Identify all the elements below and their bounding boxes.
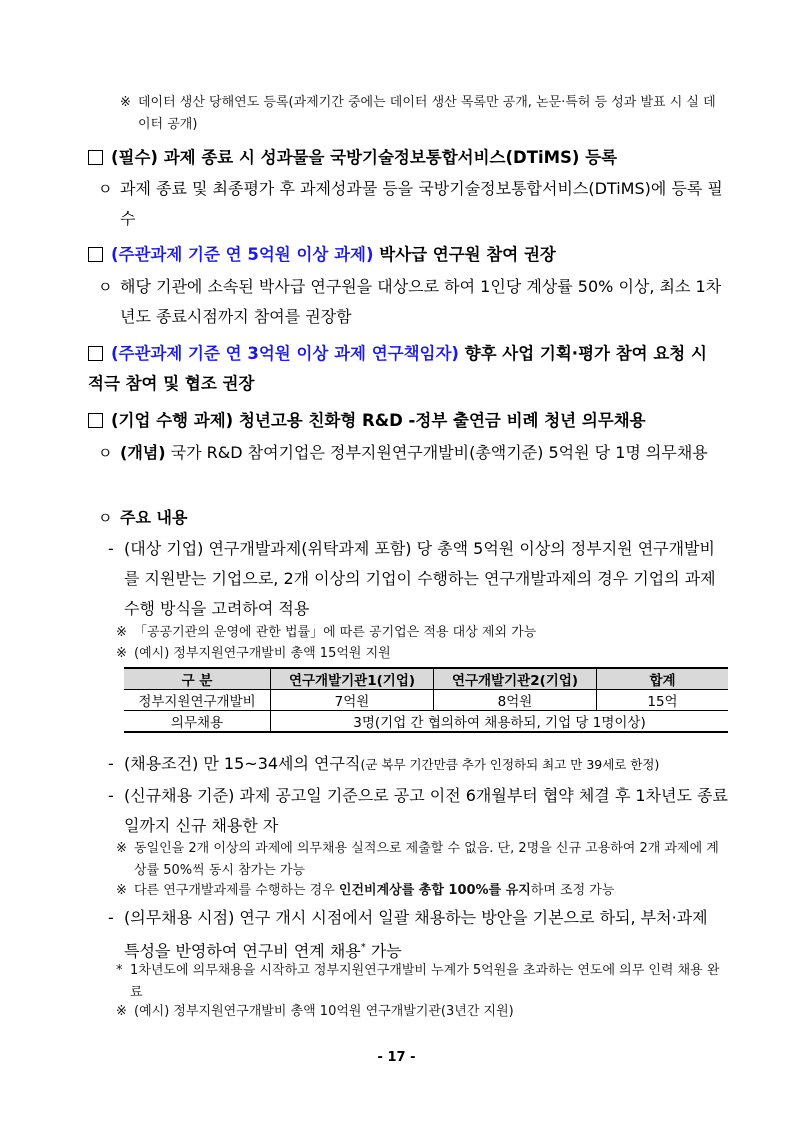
table-cell: 7억원	[271, 690, 434, 711]
circle-bullet-icon: ㅇ	[98, 180, 113, 198]
table-cell: 8억원	[434, 690, 597, 711]
section-heading-pi	[88, 339, 728, 399]
table-cell: 15억	[597, 690, 729, 711]
bullet-text: 과제 종료 및 최종평가 후 과제성과물 등을 국방기술정보통합서비스(DTiMS)에 등록 필수	[120, 179, 723, 228]
circle-bullet-icon: ㅇ	[98, 444, 113, 462]
section-heading-youth-employment	[88, 406, 728, 436]
concept-label: (개념)	[120, 443, 166, 462]
checkbox-square-icon	[88, 413, 103, 428]
ref-mark: ※	[116, 646, 127, 661]
heading-blue-text: (주관과제 기준 연 3억원 이상 과제 연구책임자)	[111, 344, 459, 363]
table-cell: 3명(기업 간 협의하여 채용하되, 기업 당 1명이상)	[271, 711, 729, 733]
circle-bullet-icon: ㅇ	[98, 509, 113, 527]
item-text: (대상 기업) 연구개발과제(위탁과제 포함) 당 총액 5억원 이상의 정부지원 연구개발비를 지원받는 기업으로, 2개 이상의 기업이 수행하는 연구개발과제의 경우 기업의 과제수행 방식을 고려하여 적용	[124, 539, 716, 618]
table-header-cell: 합계	[597, 668, 729, 690]
item-hiring-timing	[108, 903, 728, 966]
dash-mark: -	[108, 786, 114, 805]
item-text: 가능	[365, 941, 402, 961]
item-text: (의무채용 시점) 연구 개시 시점에서 일괄 채용하는 방안을 기본으로 하되, 부처·과제 특성을 반영하여 연구비 연계 채용	[124, 908, 708, 961]
heading-text: 박사급 연구원 참여 권장	[373, 245, 556, 264]
item-target-company	[108, 534, 728, 624]
ref-mark: ※	[120, 95, 131, 110]
note-text: 데이터 생산 당해연도 등록(과제기간 중에는 데이터 생산 목록만 공개, 논문·특허 등 성과 발표 시 실 데이터 공개)	[138, 95, 716, 132]
table-header-row	[124, 668, 728, 690]
table-cell: 의무채용	[124, 711, 271, 733]
section-heading-phd	[88, 240, 728, 270]
heading-text: (기업 수행 과제) 청년고용 친화형 R&D -정부 출연금 비례 청년 의무채용	[111, 411, 646, 430]
section-heading-dtims	[88, 143, 728, 173]
item-text: (채용조건) 만 15~34세의 연구직	[124, 754, 361, 773]
table-header-cell: 구 분	[124, 668, 271, 690]
note-example-15	[116, 643, 728, 665]
table-header-cell: 연구개발기관2(기업)	[434, 668, 597, 690]
dash-mark: -	[108, 754, 114, 773]
note-bold-text: 인건비계상를 총합 100%를 유지	[338, 883, 531, 898]
table-row	[124, 690, 728, 711]
note-text: 동일인을 2개 이상의 과제에 의무채용 실적으로 제출할 수 없음. 단, 2명을 신규 고용하여 2개 과제에 계상률 50%씩 동시 참가는 가능	[134, 841, 719, 878]
note-text: 하며 조정 가능	[530, 883, 615, 898]
bullet-dtims	[98, 174, 728, 234]
item-new-hire-criteria	[108, 781, 728, 841]
heading-text: 향후 사업 기획·평가 참여 요청 시 적극 참여 및 협조 권장	[88, 344, 707, 393]
item-small-text: (군 복무 기간만큼 추가 인정하되 최고 만 39세로 한정)	[360, 757, 660, 772]
ref-mark: ※	[116, 625, 127, 640]
table-cell: 정부지원연구개발비	[124, 690, 271, 711]
item-text: (신규채용 기준) 과제 공고일 기준으로 공고 이전 6개월부터 협약 체결 후 1차년도 종료일까지 신규 채용한 자	[124, 786, 728, 835]
note-text: (예시) 정부지원연구개발비 총액 10억원 연구개발기관(3년간 지원)	[134, 1004, 514, 1019]
table-row	[124, 711, 728, 733]
footnote-mark: *	[116, 963, 123, 978]
heading-text: (필수) 과제 종료 시 성과물을 국방기술정보통합서비스(DTiMS) 등록	[111, 148, 618, 167]
dash-mark: -	[108, 539, 114, 558]
heading-blue-text: (주관과제 기준 연 5억원 이상 과제)	[111, 245, 374, 264]
checkbox-square-icon	[88, 150, 103, 165]
table-header-cell: 연구개발기관1(기업)	[271, 668, 434, 690]
note-duplicate-person	[116, 838, 728, 882]
concept-text: 국가 R&D 참여기업은 정부지원연구개발비(총액기준) 5억원 당 1명 의무채용	[165, 443, 708, 462]
note-text: 다른 연구개발과제를 수행하는 경우	[134, 883, 339, 898]
footnote-ref: *	[360, 942, 366, 953]
note-text: 1차년도에 의무채용을 시작하고 정부지원연구개발비 누계가 5억원을 초과하는 연도에 의무 인력 채용 완료	[130, 963, 720, 1000]
ref-mark: ※	[116, 1004, 127, 1019]
circle-bullet-icon: ㅇ	[98, 278, 113, 296]
bullet-concept	[98, 438, 728, 468]
note-text: (예시) 정부지원연구개발비 총액 15억원 지원	[134, 646, 391, 661]
note-public-enterprise	[116, 622, 728, 644]
page-number: - 17 -	[377, 1050, 416, 1065]
bullet-main-content	[98, 503, 728, 533]
ref-mark: ※	[116, 883, 127, 898]
ref-mark: ※	[116, 841, 127, 856]
item-hiring-condition	[108, 749, 728, 780]
dash-mark: -	[108, 908, 114, 927]
checkbox-square-icon	[88, 247, 103, 262]
example-table	[124, 667, 728, 733]
note-example-10	[116, 1001, 728, 1023]
bullet-phd	[98, 272, 728, 332]
note-other-projects	[116, 880, 728, 902]
checkbox-square-icon	[88, 346, 103, 361]
note-data-registration	[120, 92, 728, 136]
main-content-label: 주요 내용	[120, 508, 188, 527]
footnote-first-year	[116, 960, 728, 1004]
note-text: 「공공기관의 운영에 관한 법률」에 따른 공기업은 적용 대상 제외 가능	[134, 625, 537, 640]
bullet-text: 해당 기관에 소속된 박사급 연구원을 대상으로 하여 1인당 계상률 50% 이상, 최소 1차년도 종료시점까지 참여를 권장함	[120, 277, 722, 326]
